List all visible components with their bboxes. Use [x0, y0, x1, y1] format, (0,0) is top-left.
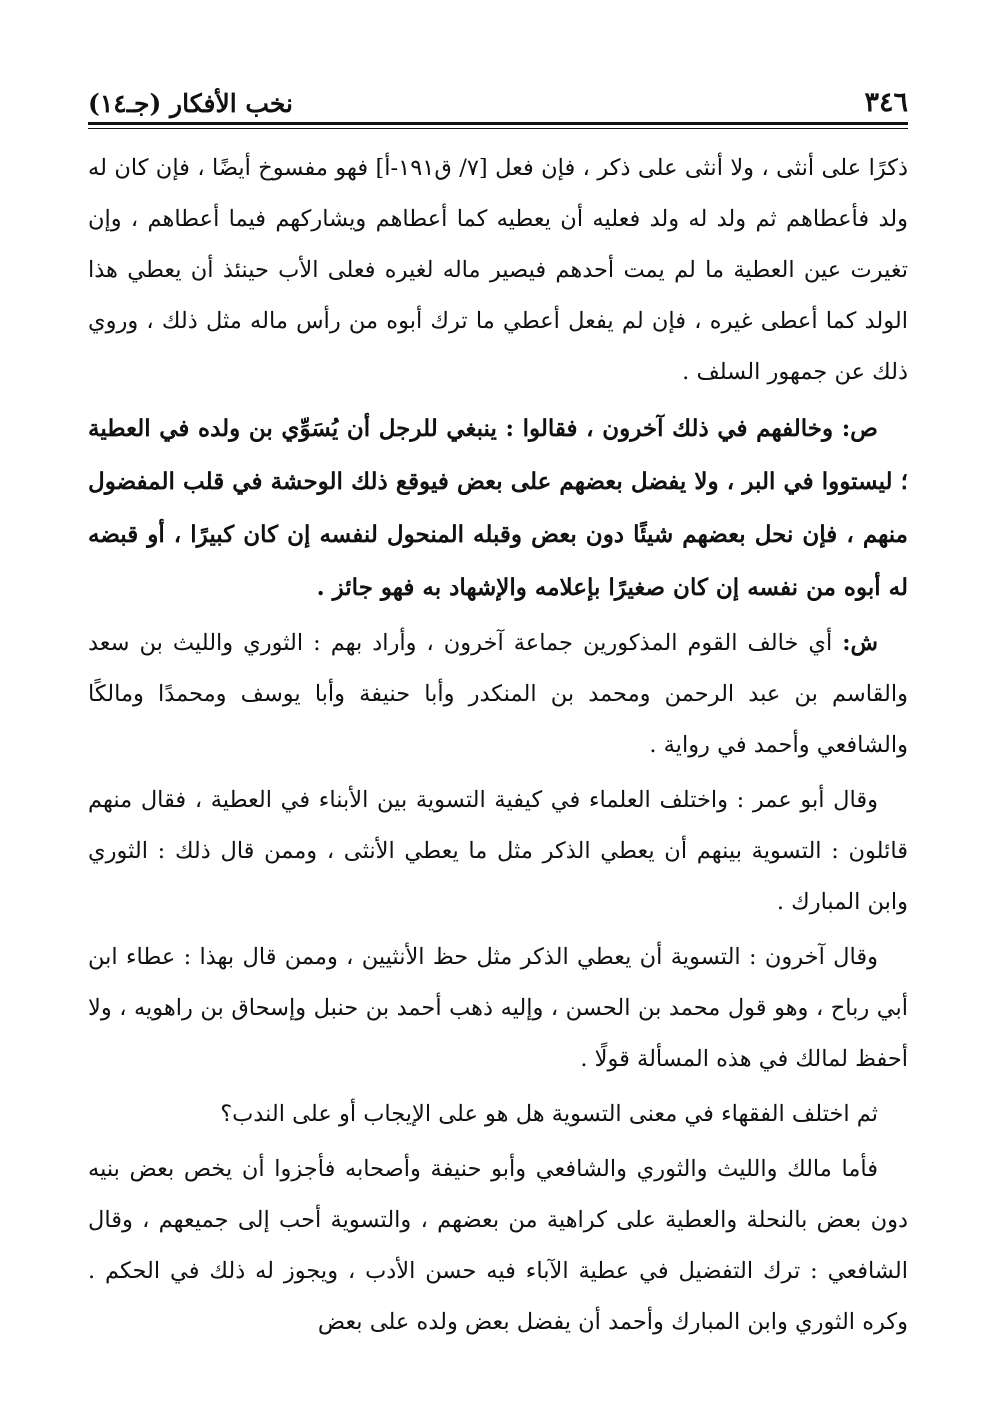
paragraph-text: فأما مالك والليث والثوري والشافعي وأبو حنيفة وأصحابه فأجزوا أن يخص بعض بنيه دون بعض بالنحلة والعطية على كراهية من بعضهم ، والتسوية أحب إلى جميعهم ، وقال الشافعي : ترك التفضيل في عطية الآباء فيه حسن الأدب ، ويجوز له ذلك في الحكم . وكره الثوري وابن المبارك وأحمد أن يفضل بعض ولده على بعض — [88, 1156, 908, 1335]
paragraph-lead-shin: ش: — [842, 630, 878, 656]
paragraph-2-matn — [88, 402, 908, 614]
page-body — [88, 143, 908, 1348]
paragraph-4 — [88, 775, 908, 928]
paragraph-text: وقال أبو عمر : واختلف العلماء في كيفية التسوية بين الأبناء في العطية ، فقال منهم قائلون : التسوية بينهم أن يعطي الذكر مثل ما يعطي الأنثى ، وممن قال ذلك : الثوري وابن المبارك . — [88, 787, 908, 915]
paragraph-7 — [88, 1144, 908, 1348]
paragraph-text: وقال آخرون : التسوية أن يعطي الذكر مثل حظ الأنثيين ، وممن قال بهذا : عطاء ابن أبي رباح ، وهو قول محمد بن الحسن ، وإليه ذهب أحمد بن حنبل وإسحاق بن راهويه ، ولا أحفظ لمالك في هذه المسألة قولًا . — [88, 944, 908, 1072]
paragraph-text: أي خالف القوم المذكورين جماعة آخرون ، وأراد بهم : الثوري والليث بن سعد والقاسم بن عبد الرحمن ومحمد بن المنكدر وأبا حنيفة وأبا يوسف ومحمدًا ومالكًا والشافعي وأحمد في رواية . — [88, 630, 908, 758]
paragraph-5 — [88, 932, 908, 1085]
paragraph-text: ثم اختلف الفقهاء في معنى التسوية هل هو على الإيجاب أو على الندب؟ — [220, 1101, 878, 1127]
header-rule-thick — [88, 122, 908, 125]
paragraph-3-sharh — [88, 618, 908, 771]
paragraph-lead-sad: ص: — [841, 415, 878, 442]
book-page — [88, 78, 908, 1348]
paragraph-6 — [88, 1089, 908, 1140]
paragraph-text: وخالفهم في ذلك آخرون ، فقالوا : ينبغي للرجل أن يُسَوِّي بن ولده في العطية ؛ ليستووا في البر ، ولا يفضل بعضهم على بعض فيوقع ذلك الوحشة في قلب المفضول منهم ، فإن نحل بعضهم شيئًا دون بعض وقبله المنحول لنفسه إن كان كبيرًا ، أو قبضه له أبوه من نفسه إن كان صغيرًا بإعلامه والإشهاد به فهو جائز . — [88, 415, 908, 601]
paragraph-text: ذكرًا على أنثى ، ولا أنثى على ذكر ، فإن فعل [٧/ ق١٩١-أ] فهو مفسوخ أيضًا ، فإن كان له ولد فأعطاهم ثم ولد له ولد فعليه أن يعطيه كما أعطاهم ويشاركهم فيما أعطاهم ، وإن تغيرت عين العطية ما لم يمت أحدهم فيصير ماله لغيره فعلى الأب حينئذ أن يعطي هذا الولد كما أعطى غيره ، فإن لم يفعل أعطي ما ترك أبوه من رأس ماله مثل ذلك ، وروي ذلك عن جمهور السلف . — [88, 155, 908, 385]
page-number: ٣٤٦ — [864, 87, 908, 118]
header-rule-thin — [88, 128, 908, 129]
book-title: نخب الأفكار (جـ١٤) — [88, 89, 294, 118]
page-header — [88, 78, 908, 118]
paragraph-1 — [88, 143, 908, 398]
